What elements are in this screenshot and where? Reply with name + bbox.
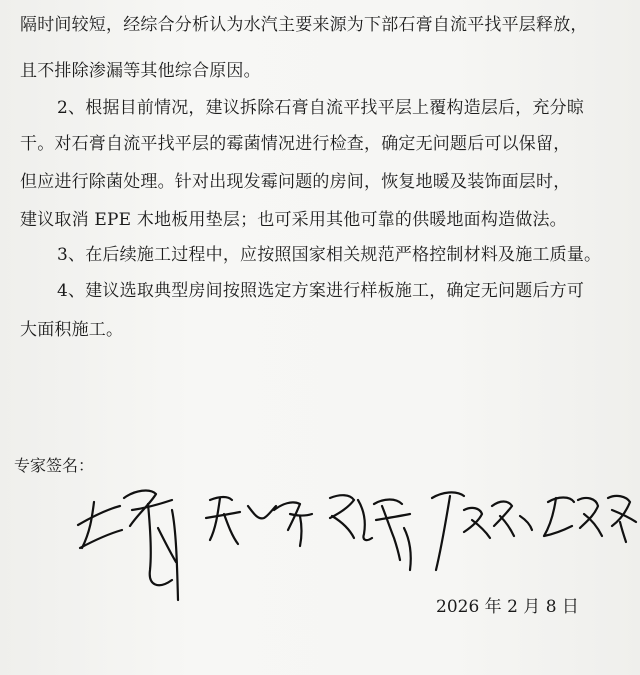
- signature-5: [544, 496, 636, 542]
- text-line-1: 隔时间较短，经综合分析认为水汽主要来源为下部石膏自流平找平层释放，: [20, 15, 588, 35]
- signature-label: 专家签名：: [14, 456, 95, 475]
- text-line-3: 2、根据目前情况，建议拆除石膏自流平找平层上覆构造层后，充分晾: [57, 98, 585, 118]
- text-line-7: 3、在后续施工过程中，应按照国家相关规范严格控制材料及施工质量。: [57, 245, 602, 265]
- text-line-6: 建议取消 EPE 木地板用垫层；也可采用其他可靠的供暖地面构造做法。: [20, 210, 567, 230]
- document-date: 2026 年 2 月 8 日: [436, 597, 579, 617]
- signature-4: [432, 492, 532, 570]
- text-line-5: 但应进行除菌处理。针对出现发霉问题的房间，恢复地暖及装饰面层时，: [20, 172, 571, 192]
- text-line-4: 干。对石膏自流平找平层的霉菌情况进行检查，确定无问题后可以保留，: [20, 134, 571, 154]
- text-line-2: 且不排除渗漏等其他综合原因。: [20, 61, 261, 81]
- signature-3: [330, 495, 411, 570]
- text-line-8: 4、建议选取典型房间按照选定方案进行样板施工，确定无问题后方可: [57, 281, 585, 301]
- signature-1: [78, 491, 178, 600]
- signature-2: [206, 497, 312, 546]
- text-line-9: 大面积施工。: [20, 320, 124, 340]
